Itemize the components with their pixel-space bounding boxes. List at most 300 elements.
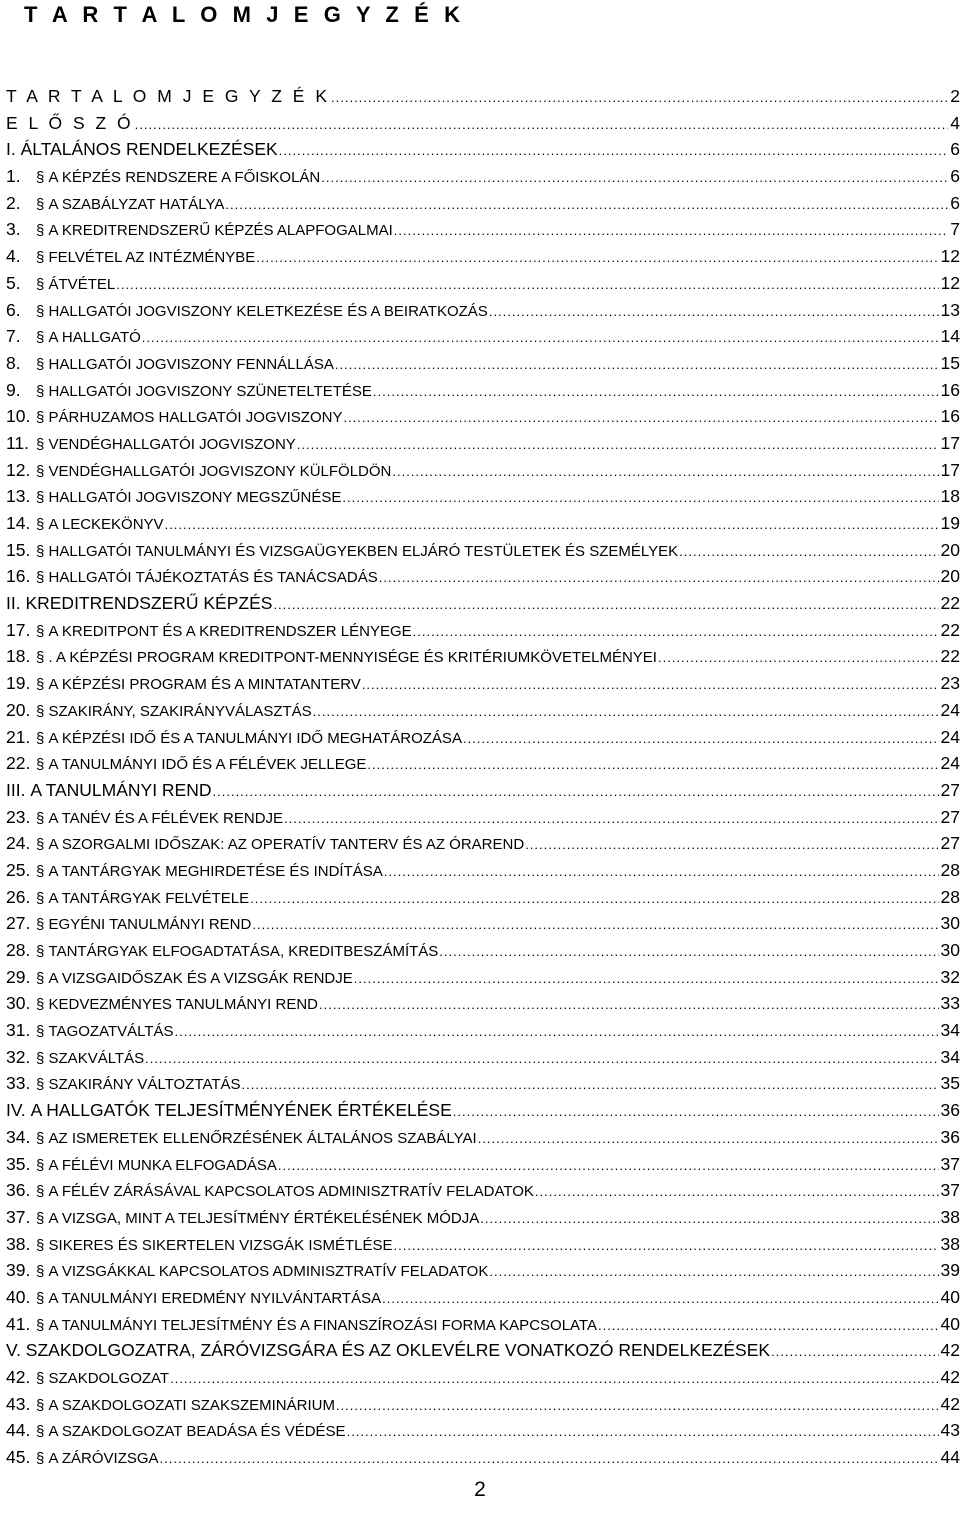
- toc-entry-number: 17.: [6, 619, 31, 640]
- dot-leader: [343, 405, 938, 430]
- toc-entry-title: A ZÁRÓVIZSGA: [48, 1450, 159, 1468]
- toc-entry-page: 24: [940, 699, 960, 720]
- toc-entry-page: 24: [940, 726, 960, 747]
- toc-entry-number: 34.: [6, 1126, 31, 1147]
- toc-entry-page: 2: [950, 86, 960, 106]
- toc-entry-number: 35.: [6, 1153, 31, 1174]
- toc-entry-page: 27: [940, 806, 960, 827]
- toc-section-entry[interactable]: [6, 1284, 960, 1311]
- toc-entry-page: 6: [950, 192, 960, 213]
- toc-entry-number: III.: [6, 779, 31, 800]
- toc-entry-page: 13: [940, 299, 960, 320]
- dot-leader: [250, 886, 938, 911]
- toc-entry-page: 32: [940, 966, 960, 987]
- toc-entry-number: 3.: [6, 219, 21, 240]
- toc-entry-page: 12: [940, 246, 960, 267]
- dot-leader: [256, 245, 938, 270]
- toc-section-entry[interactable]: [6, 990, 960, 1017]
- section-sign-icon: §: [36, 222, 49, 240]
- dot-leader: [335, 352, 939, 377]
- toc-entry-title: A KÉPZÉS RENDSZERE A FŐISKOLÁN: [48, 169, 321, 187]
- section-sign-icon: §: [36, 249, 49, 267]
- dot-leader: [394, 1233, 939, 1258]
- toc-entry-title: AZ ISMERETEK ELLENŐRZÉSÉNEK ÁLTALÁNOS SZABÁLYAI: [48, 1129, 477, 1147]
- toc-section-entry[interactable]: [6, 1124, 960, 1151]
- toc-entry-page: 16: [940, 379, 960, 400]
- toc-entry-page: 42: [940, 1393, 960, 1414]
- toc-section-entry[interactable]: [6, 1204, 960, 1231]
- toc-entry-number: 15.: [6, 539, 31, 560]
- toc-entry-number: 45.: [6, 1447, 31, 1468]
- toc-section-entry[interactable]: [6, 350, 960, 377]
- toc-section-entry[interactable]: [6, 216, 960, 243]
- toc-section-entry[interactable]: [6, 190, 960, 217]
- toc-entry-number: 20.: [6, 699, 31, 720]
- section-sign-icon: §: [36, 969, 49, 987]
- toc-entry-number: 19.: [6, 673, 31, 694]
- toc-entry-title: SZAKDOLGOZAT: [48, 1370, 170, 1387]
- toc-entry-page: 23: [940, 673, 960, 694]
- section-sign-icon: §: [36, 1423, 49, 1441]
- toc-entry-page: 6: [950, 139, 960, 160]
- dot-leader: [679, 539, 938, 564]
- section-sign-icon: §: [36, 169, 49, 187]
- toc-section-entry[interactable]: [6, 857, 960, 884]
- toc-entry-number: 14.: [6, 513, 31, 533]
- dot-leader: [336, 1393, 939, 1418]
- dot-leader: [478, 1126, 939, 1151]
- toc-entry-page: 38: [940, 1233, 960, 1254]
- toc-entry-page: 28: [940, 859, 960, 880]
- toc-entry-page: 22: [940, 646, 960, 667]
- toc-entry-page: 36: [940, 1100, 960, 1121]
- toc-section-entry[interactable]: [6, 1311, 960, 1338]
- toc-entry-page: 43: [940, 1420, 960, 1441]
- toc-section-entry[interactable]: [6, 884, 960, 911]
- section-sign-icon: §: [36, 1183, 49, 1201]
- toc-section-entry[interactable]: [6, 724, 960, 751]
- toc-entry-title: A SZAKDOLGOZAT BEADÁSA ÉS VÉDÉSE: [48, 1423, 346, 1441]
- toc-chapter-entry[interactable]: [6, 590, 960, 617]
- toc-entry-title: ÁLTALÁNOS RENDELKEZÉSEK: [20, 139, 278, 160]
- toc-entry-title: A TANULMÁNYI REND: [30, 779, 212, 800]
- toc-entry-number: 9.: [6, 379, 21, 400]
- section-sign-icon: §: [36, 435, 49, 453]
- section-sign-icon: §: [36, 1049, 49, 1067]
- toc-section-entry[interactable]: [6, 1257, 960, 1284]
- toc-section-entry[interactable]: [6, 643, 960, 670]
- toc-entry-number: 27.: [6, 913, 31, 934]
- toc-entry-number: 12.: [6, 459, 31, 480]
- section-sign-icon: §: [36, 1129, 49, 1147]
- toc-entry-page: 34: [940, 1020, 960, 1041]
- section-sign-icon: §: [36, 622, 49, 640]
- toc-section-entry[interactable]: [6, 537, 960, 564]
- section-sign-icon: §: [36, 756, 49, 774]
- toc-entry-page: 16: [940, 406, 960, 427]
- toc-entry-number: 28.: [6, 940, 31, 960]
- toc-section-entry[interactable]: [6, 483, 960, 510]
- toc-entry-page: 44: [940, 1447, 960, 1468]
- section-sign-icon: §: [36, 1289, 49, 1307]
- dot-leader: [160, 1446, 939, 1471]
- toc-entry-page: 42: [940, 1340, 960, 1361]
- dot-leader: [489, 1259, 938, 1284]
- toc-entry-title: A FÉLÉV ZÁRÁSÁVAL KAPCSOLATOS ADMINISZTRATÍV FELADATOK: [48, 1183, 534, 1201]
- dot-leader: [175, 1019, 939, 1044]
- section-sign-icon: §: [36, 943, 49, 960]
- toc-entry-number: 16.: [6, 566, 31, 587]
- section-sign-icon: §: [36, 462, 49, 480]
- toc-chapter-entry[interactable]: [6, 110, 960, 137]
- toc-entry-number: 26.: [6, 886, 31, 907]
- toc-entry-title: HALLGATÓI JOGVISZONY MEGSZŰNÉSE: [48, 489, 342, 507]
- toc-entry-title: A SZAKDOLGOZATI SZAKSZEMINÁRIUM: [48, 1396, 335, 1414]
- toc-section-entry[interactable]: [6, 750, 960, 777]
- toc-entry-title: A LECKEKÖNYV: [48, 516, 164, 533]
- section-sign-icon: §: [36, 1316, 49, 1334]
- toc-entry-page: 30: [940, 913, 960, 934]
- section-sign-icon: §: [36, 542, 49, 560]
- toc-entry-page: 30: [940, 940, 960, 960]
- toc-entry-number: 10.: [6, 406, 31, 427]
- section-sign-icon: §: [36, 569, 49, 587]
- toc-entry-title: VENDÉGHALLGATÓI JOGVISZONY: [48, 435, 296, 453]
- toc-section-entry[interactable]: [6, 1364, 960, 1391]
- toc-entry-number: 29.: [6, 966, 31, 987]
- dot-leader: [342, 485, 938, 510]
- dot-leader: [362, 672, 939, 697]
- toc-entry-title: A TANTÁRGYAK MEGHIRDETÉSE ÉS INDÍTÁSA: [48, 862, 383, 880]
- dot-leader: [252, 912, 938, 937]
- page-number: 2: [474, 1478, 486, 1501]
- toc-entry-page: 15: [940, 352, 960, 373]
- toc-entry-number: 6.: [6, 299, 21, 320]
- document-title: T A R T A L O M J E G Y Z É K: [24, 2, 465, 27]
- toc-entry-page: 22: [940, 619, 960, 640]
- toc-entry-title: A TANULMÁNYI TELJESÍTMÉNY ÉS A FINANSZÍROZÁSI FORMA KAPCSOLATA: [48, 1316, 597, 1334]
- section-sign-icon: §: [36, 996, 49, 1014]
- toc-section-entry[interactable]: [6, 1044, 960, 1071]
- toc-entry-number: 44.: [6, 1420, 31, 1441]
- toc-entry-number: 21.: [6, 726, 31, 747]
- toc-section-entry[interactable]: [6, 1417, 960, 1444]
- toc-chapter-entry[interactable]: [6, 777, 960, 804]
- toc-entry-title: A HALLGATÓK TELJESÍTMÉNYÉNEK ÉRTÉKELÉSE: [30, 1100, 452, 1121]
- toc-section-entry[interactable]: [6, 563, 960, 590]
- toc-entry-page: 20: [940, 566, 960, 587]
- toc-entry-number: 23.: [6, 806, 31, 827]
- toc-entry-number: 36.: [6, 1180, 31, 1201]
- toc-chapter-entry[interactable]: [6, 136, 960, 163]
- toc-entry-title: HALLGATÓI JOGVISZONY FENNÁLLÁSA: [48, 355, 334, 373]
- toc-entry-page: 17: [940, 432, 960, 453]
- dot-leader: [319, 992, 939, 1017]
- dot-leader: [170, 1366, 938, 1391]
- section-sign-icon: §: [36, 1263, 49, 1281]
- toc-entry-page: 7: [950, 219, 960, 240]
- dot-leader: [145, 1046, 938, 1071]
- dot-leader: [273, 592, 938, 617]
- toc-section-entry[interactable]: [6, 457, 960, 484]
- toc-entry-number: II.: [6, 593, 26, 614]
- toc-entry-title: E L Ő S Z Ó: [6, 112, 134, 133]
- toc-entry-number: 42.: [6, 1367, 31, 1387]
- section-sign-icon: §: [36, 195, 49, 213]
- dot-leader: [225, 192, 948, 217]
- toc-entry-page: 38: [940, 1206, 960, 1227]
- toc-section-entry[interactable]: [6, 1017, 960, 1044]
- toc-entry-title: A SZABÁLYZAT HATÁLYA: [48, 195, 225, 213]
- section-sign-icon: §: [36, 275, 49, 293]
- toc-entry-title: KREDITRENDSZERŰ KÉPZÉS: [25, 593, 273, 614]
- toc-entry-page: 37: [940, 1180, 960, 1201]
- toc-entry-page: 14: [940, 326, 960, 347]
- dot-leader: [771, 1339, 938, 1364]
- toc-section-entry[interactable]: [6, 1151, 960, 1178]
- toc-entry-number: 2.: [6, 192, 21, 213]
- toc-section-entry[interactable]: [6, 297, 960, 324]
- dot-leader: [525, 832, 938, 857]
- toc-section-entry[interactable]: [6, 403, 960, 430]
- dot-leader: [165, 512, 939, 537]
- toc-section-entry[interactable]: [6, 670, 960, 697]
- toc-section-entry[interactable]: [6, 1070, 960, 1097]
- section-sign-icon: §: [36, 702, 49, 720]
- toc-section-entry[interactable]: [6, 910, 960, 937]
- dot-leader: [284, 806, 938, 831]
- toc-entry-page: 22: [940, 593, 960, 614]
- section-sign-icon: §: [36, 729, 49, 747]
- toc-entry-page: 33: [940, 993, 960, 1014]
- toc-entry-title: TANTÁRGYAK ELFOGADTATÁSA, KREDITBESZÁMÍTÁS: [48, 943, 439, 960]
- dot-leader: [392, 459, 938, 484]
- toc-entry-title: A KÉPZÉSI PROGRAM ÉS A MINTATANTERV: [48, 676, 361, 694]
- toc-entry-number: 37.: [6, 1206, 31, 1227]
- dot-leader: [297, 432, 939, 457]
- section-sign-icon: §: [36, 1156, 49, 1174]
- toc-section-entry[interactable]: [6, 964, 960, 991]
- toc-entry-title: SZAKVÁLTÁS: [48, 1049, 145, 1067]
- dot-leader: [382, 1286, 938, 1311]
- toc-entry-page: 24: [940, 753, 960, 774]
- toc-entry-number: 41.: [6, 1313, 31, 1334]
- toc-entry-page: 40: [940, 1313, 960, 1334]
- toc-entry-title: SZAKIRÁNY VÁLTOZTATÁS: [48, 1076, 241, 1094]
- section-sign-icon: §: [36, 355, 49, 373]
- dot-leader: [453, 1099, 939, 1124]
- toc-entry-title: T A R T A L O M J E G Y Z É K: [6, 86, 331, 106]
- section-sign-icon: §: [36, 649, 49, 667]
- dot-leader: [354, 966, 939, 991]
- toc-entry-title: A KREDITRENDSZERŰ KÉPZÉS ALAPFOGALMAI: [48, 222, 393, 240]
- section-sign-icon: §: [36, 1209, 49, 1227]
- toc-entry-title: TAGOZATVÁLTÁS: [48, 1023, 174, 1041]
- dot-leader: [116, 272, 938, 297]
- dot-leader: [463, 726, 939, 751]
- dot-leader: [135, 112, 949, 137]
- section-sign-icon: §: [36, 1450, 49, 1468]
- dot-leader: [373, 379, 939, 404]
- dot-leader: [535, 1179, 939, 1204]
- toc-section-entry[interactable]: [6, 163, 960, 190]
- toc-entry-number: V.: [6, 1340, 26, 1361]
- toc-entry-title: A TANULMÁNYI EREDMÉNY NYILVÁNTARTÁSA: [48, 1289, 382, 1307]
- toc-entry-page: 19: [940, 513, 960, 533]
- toc-entry-title: A VIZSGA, MINT A TELJESÍTMÉNY ÉRTÉKELÉSÉNEK MÓDJA: [48, 1209, 480, 1227]
- toc-entry-title: A SZORGALMI IDŐSZAK: AZ OPERATÍV TANTERV ÉS AZ ÓRAREND: [48, 836, 525, 854]
- toc-section-entry[interactable]: [6, 1391, 960, 1418]
- toc-chapter-entry[interactable]: [6, 83, 960, 110]
- dot-leader: [347, 1419, 939, 1444]
- toc-entry-title: ÁTVÉTEL: [48, 275, 116, 293]
- section-sign-icon: §: [36, 1396, 49, 1414]
- toc-entry-page: 37: [940, 1153, 960, 1174]
- dot-leader: [489, 299, 939, 324]
- toc-section-entry[interactable]: [6, 937, 960, 964]
- toc-section-entry[interactable]: [6, 804, 960, 831]
- dot-leader: [242, 1072, 939, 1097]
- toc-entry-title: VENDÉGHALLGATÓI JOGVISZONY KÜLFÖLDÖN: [48, 462, 392, 480]
- section-sign-icon: §: [36, 1023, 49, 1041]
- toc-section-entry[interactable]: [6, 430, 960, 457]
- toc-entry-title: A TANTÁRGYAK FELVÉTELE: [48, 889, 250, 907]
- toc-entry-title: HALLGATÓI JOGVISZONY SZÜNETELTETÉSE: [48, 382, 372, 400]
- toc-entry-number: 1.: [6, 166, 21, 187]
- dot-leader: [384, 859, 939, 884]
- dot-leader: [598, 1313, 939, 1338]
- toc-section-entry[interactable]: [6, 377, 960, 404]
- section-sign-icon: §: [36, 836, 49, 854]
- section-sign-icon: §: [36, 1236, 49, 1254]
- dot-leader: [142, 325, 939, 350]
- toc-section-entry[interactable]: [6, 1231, 960, 1258]
- section-sign-icon: §: [36, 489, 49, 507]
- toc-section-entry[interactable]: [6, 830, 960, 857]
- dot-leader: [480, 1206, 938, 1231]
- toc-entry-number: 30.: [6, 993, 31, 1014]
- toc-entry-number: 5.: [6, 272, 21, 293]
- toc-entry-number: 43.: [6, 1393, 31, 1414]
- toc-entry-number: 38.: [6, 1233, 31, 1254]
- dot-leader: [413, 619, 939, 644]
- toc-entry-title: A TANULMÁNYI IDŐ ÉS A FÉLÉVEK JELLEGE: [48, 756, 367, 774]
- toc-entry-page: 34: [940, 1046, 960, 1067]
- dot-leader: [331, 85, 948, 110]
- toc-section-entry[interactable]: [6, 270, 960, 297]
- toc-entry-page: 36: [940, 1126, 960, 1147]
- toc-entry-number: 18.: [6, 646, 31, 667]
- toc-section-entry[interactable]: [6, 697, 960, 724]
- toc-section-entry[interactable]: [6, 510, 960, 537]
- toc-section-entry[interactable]: [6, 243, 960, 270]
- toc-entry-number: IV.: [6, 1100, 31, 1121]
- toc-entry-page: 17: [940, 459, 960, 480]
- dot-leader: [379, 565, 939, 590]
- dot-leader: [278, 1153, 939, 1178]
- section-sign-icon: §: [36, 516, 49, 533]
- toc-section-entry[interactable]: [6, 1177, 960, 1204]
- section-sign-icon: §: [36, 676, 49, 694]
- toc-section-entry[interactable]: [6, 1444, 960, 1471]
- toc-entry-number: 13.: [6, 486, 31, 507]
- toc-entry-number: 22.: [6, 753, 31, 774]
- toc-entry-number: 7.: [6, 326, 21, 347]
- toc-entry-number: 33.: [6, 1073, 31, 1094]
- toc-entry-title: SZAKIRÁNY, SZAKIRÁNYVÁLASZTÁS: [48, 702, 312, 720]
- toc-entry-page: 20: [940, 539, 960, 560]
- section-sign-icon: §: [36, 889, 49, 907]
- toc-entry-title: HALLGATÓI TÁJÉKOZTATÁS ÉS TANÁCSADÁS: [48, 569, 378, 587]
- toc-entry-number: 32.: [6, 1046, 31, 1067]
- section-sign-icon: §: [36, 1370, 49, 1387]
- toc-entry-title: . A KÉPZÉSI PROGRAM KREDITPONT-MENNYISÉGE ÉS KRITÉRIUMKÖVETELMÉNYEI: [48, 649, 657, 667]
- toc-entry-title: HALLGATÓI TANULMÁNYI ÉS VIZSGAÜGYEKBEN ELJÁRÓ TESTÜLETEK ÉS SZEMÉLYEK: [48, 542, 679, 560]
- toc-entry-title: A VIZSGAIDŐSZAK ÉS A VIZSGÁK RENDJE: [48, 969, 353, 987]
- toc-section-entry[interactable]: [6, 323, 960, 350]
- toc-entry-title: A KREDITPONT ÉS A KREDITRENDSZER LÉNYEGE: [48, 622, 412, 640]
- dot-leader: [213, 779, 939, 804]
- section-sign-icon: §: [36, 809, 49, 827]
- toc-entry-page: 35: [940, 1073, 960, 1094]
- toc-entry-number: 4.: [6, 246, 21, 267]
- toc-entry-title: A FÉLÉVI MUNKA ELFOGADÁSA: [48, 1156, 277, 1174]
- dot-leader: [313, 699, 939, 724]
- toc-entry-page: 28: [940, 886, 960, 907]
- toc-entry-title: SIKERES ÉS SIKERTELEN VIZSGÁK ISMÉTLÉSE: [48, 1236, 393, 1254]
- dot-leader: [279, 138, 949, 163]
- toc-entry-number: 40.: [6, 1286, 31, 1307]
- toc-section-entry[interactable]: [6, 617, 960, 644]
- toc-entry-title: EGYÉNI TANULMÁNYI REND: [48, 916, 252, 934]
- table-of-contents: [6, 83, 960, 1471]
- section-sign-icon: §: [36, 1076, 49, 1094]
- dot-leader: [439, 939, 938, 964]
- toc-chapter-entry[interactable]: [6, 1337, 960, 1364]
- toc-entry-number: 39.: [6, 1260, 31, 1281]
- toc-entry-page: 39: [940, 1260, 960, 1281]
- section-sign-icon: §: [36, 382, 49, 400]
- toc-entry-number: 8.: [6, 352, 21, 373]
- toc-entry-title: PÁRHUZAMOS HALLGATÓI JOGVISZONY: [48, 409, 343, 427]
- toc-entry-number: 25.: [6, 859, 31, 880]
- toc-entry-page: 42: [940, 1367, 960, 1387]
- toc-entry-number: 11.: [6, 432, 30, 453]
- toc-entry-title: SZAKDOLGOZATRA, ZÁRÓVIZSGÁRA ÉS AZ OKLEVÉLRE VONATKOZÓ RENDELKEZÉSEK: [25, 1340, 771, 1361]
- toc-entry-number: 24.: [6, 833, 31, 854]
- dot-leader: [321, 165, 948, 190]
- section-sign-icon: §: [36, 302, 49, 320]
- section-sign-icon: §: [36, 409, 49, 427]
- toc-entry-number: I.: [6, 139, 21, 160]
- toc-entry-page: 12: [940, 272, 960, 293]
- toc-entry-page: 18: [940, 486, 960, 507]
- section-sign-icon: §: [36, 916, 49, 934]
- toc-entry-page: 27: [940, 779, 960, 800]
- toc-entry-number: 31.: [6, 1020, 31, 1041]
- toc-entry-title: A KÉPZÉSI IDŐ ÉS A TANULMÁNYI IDŐ MEGHATÁROZÁSA: [48, 729, 462, 747]
- toc-entry-page: 40: [940, 1286, 960, 1307]
- toc-chapter-entry[interactable]: [6, 1097, 960, 1124]
- section-sign-icon: §: [36, 329, 49, 347]
- toc-entry-title: HALLGATÓI JOGVISZONY KELETKEZÉSE ÉS A BEIRATKOZÁS: [48, 302, 488, 320]
- toc-entry-page: 27: [940, 833, 960, 854]
- toc-entry-title: KEDVEZMÉNYES TANULMÁNYI REND: [48, 996, 319, 1014]
- toc-entry-title: A HALLGATÓ: [48, 329, 141, 347]
- toc-entry-page: 4: [950, 112, 960, 133]
- dot-leader: [394, 218, 948, 243]
- toc-entry-page: 6: [950, 166, 960, 187]
